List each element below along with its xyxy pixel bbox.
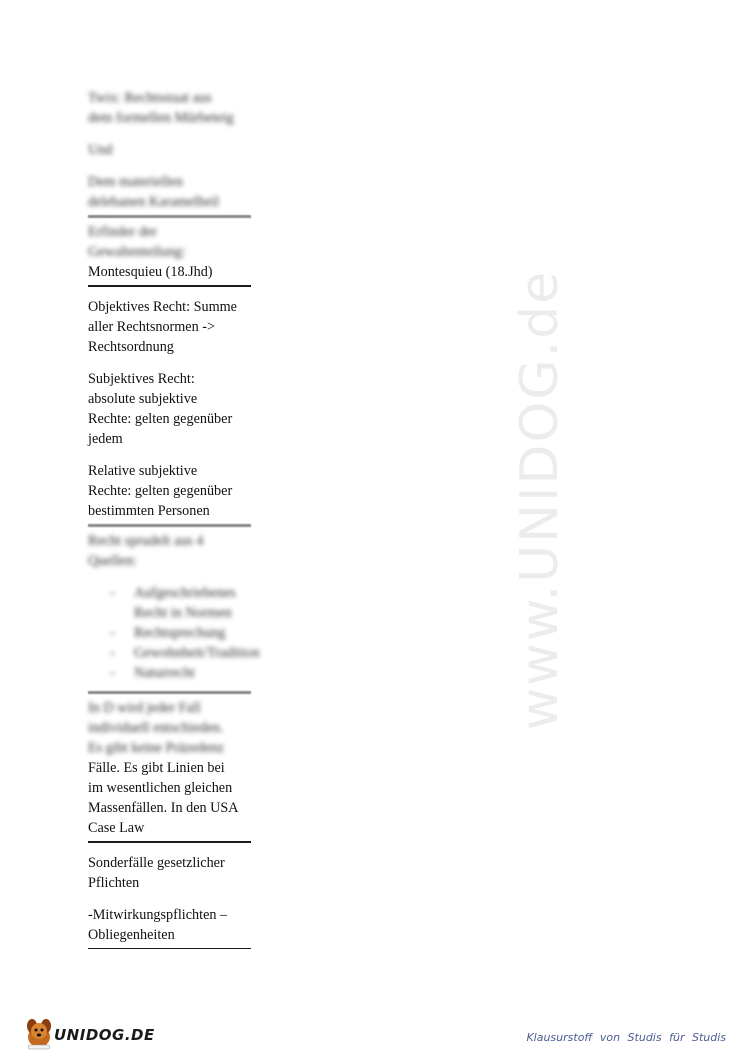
block-gewaltenteilung (88, 222, 251, 282)
dog-icon (22, 1015, 56, 1051)
text-line: Rechte: gelten gegenüber (88, 411, 233, 427)
text-line: Obliegenheiten (88, 927, 175, 943)
text-line: Objektives Recht: Summe (88, 299, 237, 315)
block-sonderfaelle (88, 853, 251, 893)
divider (88, 285, 251, 287)
text-line: bestimmten Personen (88, 503, 210, 519)
block-relative-rechte (88, 461, 251, 521)
text-line: Rechtsordnung (88, 339, 174, 355)
text-line: -Mitwirkungspflichten – (88, 907, 228, 923)
text-line: absolute subjektive (88, 391, 198, 407)
text-line: jedem (88, 431, 123, 447)
text-line: aller Rechtsnormen -> (88, 319, 215, 335)
text-line: Erfinder der (88, 224, 157, 240)
block-subjektives-recht (88, 369, 251, 449)
text-line: Und (88, 142, 113, 158)
text-line: Case Law (88, 820, 145, 836)
block-twix (88, 88, 251, 212)
text-line: individuell entschieden. (88, 720, 224, 736)
logo-text: UNIDOG.DE (54, 1026, 155, 1044)
text-line: Massenfällen. In den USA (88, 800, 239, 816)
text-line: Recht sprudelt aus 4 (88, 533, 204, 549)
text-line: Dem materiellen (88, 174, 183, 190)
text-line: Fälle. Es gibt Linien bei (88, 760, 225, 776)
text-line: In D wird jeder Fall (88, 700, 201, 716)
text-line: Sonderfälle gesetzlicher (88, 855, 225, 871)
text-line: Subjektives Recht: (88, 371, 195, 387)
divider (88, 691, 251, 694)
text-line: Pflichten (88, 875, 140, 891)
block-case-law (88, 698, 251, 838)
text-line: Twix: Rechtsstaat aus (88, 90, 212, 106)
list-item: - Rechtsprechung (88, 623, 251, 643)
block-rechtsquellen (88, 531, 260, 683)
divider (88, 524, 251, 527)
text-line: Rechte: gelten gegenüber (88, 483, 233, 499)
text-line: Relative subjektive (88, 463, 198, 479)
list-item: - Aufgeschriebenes Recht in Normen (88, 583, 251, 623)
block-objektives-recht (88, 297, 251, 357)
watermark-text: www.UNIDOG.de (510, 269, 570, 731)
text-line: dem formellen Mürbeteig (88, 110, 234, 126)
source-list (88, 583, 260, 683)
block-mitwirkungspflichten (88, 905, 251, 945)
text-line: im wesentlichen gleichen (88, 780, 233, 796)
text-line: Quellen: (88, 553, 137, 569)
list-item: - Gewohnheit/Tradition (88, 643, 251, 663)
text-line: Es gibt keine Präzedenz (88, 740, 224, 756)
footer-tagline: Klausurstoff von Studis für Studis (526, 1031, 726, 1044)
divider (88, 215, 251, 218)
divider (88, 841, 251, 843)
divider (88, 948, 251, 949)
notes-column (88, 88, 260, 953)
text-line: Montesquieu (18.Jhd) (88, 264, 213, 280)
list-item: - Naturrecht (88, 663, 251, 683)
text-line: delebanen Karamelheil (88, 194, 220, 210)
text-line: Gewaltenteilung: (88, 244, 186, 260)
